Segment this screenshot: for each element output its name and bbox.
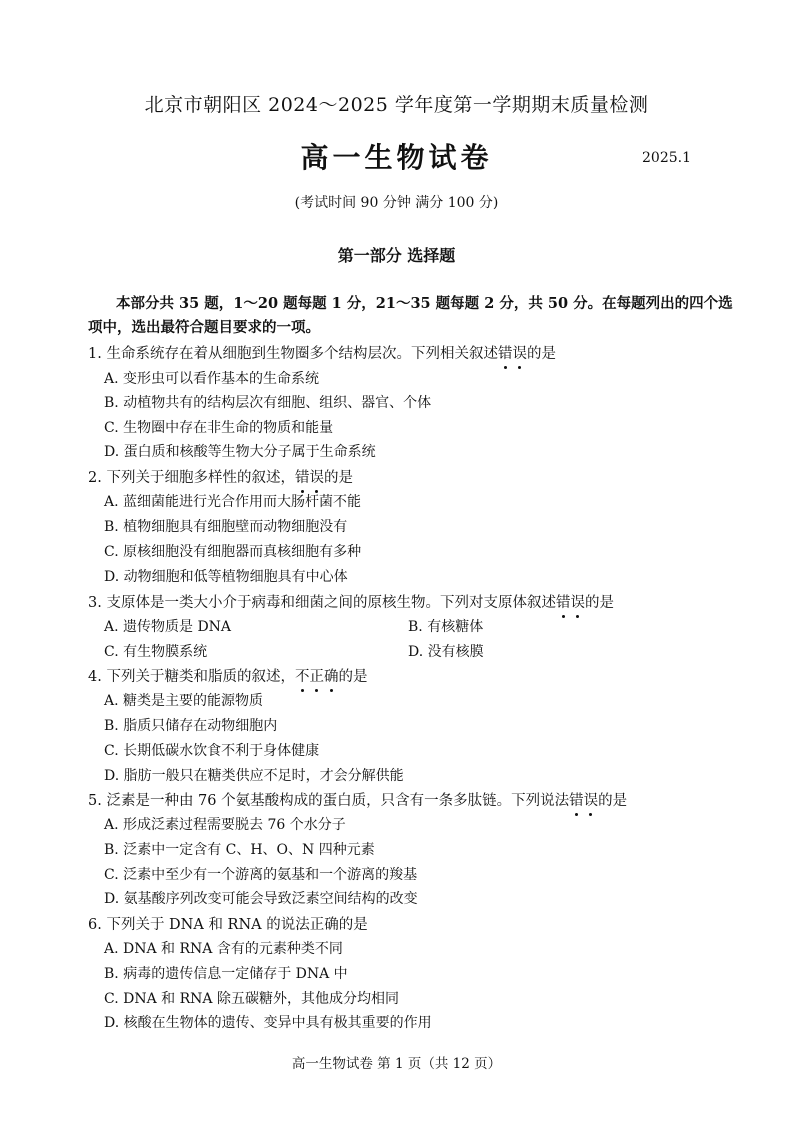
question-3-option-d: D. 没有核膜 [408, 644, 484, 660]
question-6-option-c: C. DNA 和 RNA 除五碳糖外，其他成分均相同 [104, 991, 399, 1007]
emphasis-char: 错 [569, 789, 584, 810]
question-3-stem-text: 3. 支原体是一类大小介于病毒和细菌之间的原核生物。下列对支原体叙述 [88, 595, 556, 611]
question-2-stem [88, 466, 353, 487]
question-5-option-c: C. 泛素中至少有一个游离的氨基和一个游离的羧基 [104, 867, 418, 883]
emphasis-dot [562, 615, 565, 618]
question-6-option-b: B. 病毒的遗传信息一定储存于 DNA 中 [104, 966, 348, 982]
emphasis-dot [301, 689, 304, 692]
question-6-option-d: D. 核酸在生物体的遗传、变异中具有极其重要的作用 [104, 1015, 432, 1031]
emphasis-char: 不 [295, 665, 310, 686]
subject-title: 高一生物试卷 [300, 141, 493, 174]
question-5-stem-text: 5. 泛素是一种由 76 个氨基酸构成的蛋白质，只含有一条多肽链。下列说法 [88, 793, 570, 809]
question-3-option-c: C. 有生物膜系统 [104, 644, 208, 660]
page-footer: 高一生物试卷 第 1 页（共 12 页） [291, 1056, 502, 1072]
question-1-emphasis [498, 346, 527, 362]
question-5-stem-end: 的是 [598, 793, 628, 809]
question-4-option-c: C. 长期低碳水饮食不利于身体健康 [104, 743, 320, 759]
question-6-stem-text: 6. 下列关于 DNA 和 RNA 的说法正确的是 [88, 917, 368, 933]
question-5-option-a: A. 形成泛素过程需要脱去 76 个水分子 [104, 817, 346, 833]
question-2-option-c: C. 原核细胞没有细胞器而真核细胞有多种 [104, 544, 362, 560]
question-4-stem-text: 4. 下列关于糖类和脂质的叙述， [88, 669, 295, 685]
question-5-option-b: B. 泛素中一定含有 C、H、O、N 四种元素 [104, 842, 375, 858]
question-3-stem-end: 的是 [584, 595, 614, 611]
emphasis-dot [504, 366, 507, 369]
question-3-option-a: A. 遗传物质是 DNA [104, 619, 232, 635]
emphasis-char: 误 [309, 466, 324, 487]
question-2-stem-end: 的是 [323, 470, 353, 486]
question-4-stem-end: 的是 [338, 669, 368, 685]
emphasis-dot [589, 813, 592, 816]
question-6-stem [88, 913, 368, 934]
question-1-stem [88, 342, 556, 363]
question-4-stem [88, 665, 367, 686]
question-4-option-b: B. 脂质只储存在动物细胞内 [104, 718, 278, 734]
emphasis-dot [330, 689, 333, 692]
emphasis-char: 误 [512, 342, 527, 363]
emphasis-char: 错 [295, 466, 310, 487]
question-2-option-d: D. 动物细胞和低等植物细胞具有中心体 [104, 569, 348, 585]
question-5-emphasis [569, 793, 598, 809]
emphasis-char: 错 [498, 342, 513, 363]
question-2-emphasis [295, 470, 324, 486]
exam-info: (考试时间 90 分钟 满分 100 分) [294, 195, 499, 211]
section-title: 第一部分 选择题 [337, 246, 456, 265]
question-1-option-b: B. 动植物共有的结构层次有细胞、组织、器官、个体 [104, 395, 432, 411]
question-4-option-d: D. 脂肪一般只在糖类供应不足时，才会分解供能 [104, 768, 404, 784]
emphasis-dot [315, 689, 318, 692]
emphasis-char: 误 [584, 789, 599, 810]
emphasis-char: 错 [556, 591, 571, 612]
intro-line-2: 项中，选出最符合题目要求的一项。 [88, 319, 320, 336]
question-1-stem-end: 的是 [526, 346, 556, 362]
question-4-option-a: A. 糖类是主要的能源物质 [104, 693, 264, 709]
question-2-stem-text: 2. 下列关于细胞多样性的叙述， [88, 470, 295, 486]
question-1-stem-text: 1. 生命系统存在着从细胞到生物圈多个结构层次。下列相关叙述 [88, 346, 498, 362]
exam-date: 2025.1 [642, 150, 691, 166]
emphasis-char: 误 [570, 591, 585, 612]
exam-title: 北京市朝阳区 2024～2025 学年度第一学期期末质量检测 [144, 94, 649, 116]
question-4-emphasis [295, 669, 339, 685]
question-5-stem [88, 789, 627, 810]
question-2-option-b: B. 植物细胞具有细胞壁而动物细胞没有 [104, 519, 348, 535]
question-1-option-d: D. 蛋白质和核酸等生物大分子属于生命系统 [104, 444, 376, 460]
question-2-option-a: A. 蓝细菌能进行光合作用而大肠杆菌不能 [104, 494, 362, 510]
emphasis-char: 正 [309, 665, 324, 686]
question-1-option-a: A. 变形虫可以看作基本的生命系统 [104, 371, 320, 387]
question-5-option-d: D. 氨基酸序列改变可能会导致泛素空间结构的改变 [104, 891, 418, 907]
emphasis-dot [575, 813, 578, 816]
question-6-option-a: A. DNA 和 RNA 含有的元素种类不同 [104, 941, 343, 957]
question-1-option-c: C. 生物圈中存在非生命的物质和能量 [104, 420, 334, 436]
intro-line-1: 本部分共 35 题，1～20 题每题 1 分，21～35 题每题 2 分，共 50 分。在每题列出的四个选 [116, 295, 733, 312]
emphasis-dot [518, 366, 521, 369]
emphasis-dot [576, 615, 579, 618]
question-3-stem [88, 591, 614, 612]
question-3-emphasis [556, 595, 585, 611]
emphasis-char: 确 [324, 665, 339, 686]
question-3-option-b: B. 有核糖体 [408, 619, 484, 635]
